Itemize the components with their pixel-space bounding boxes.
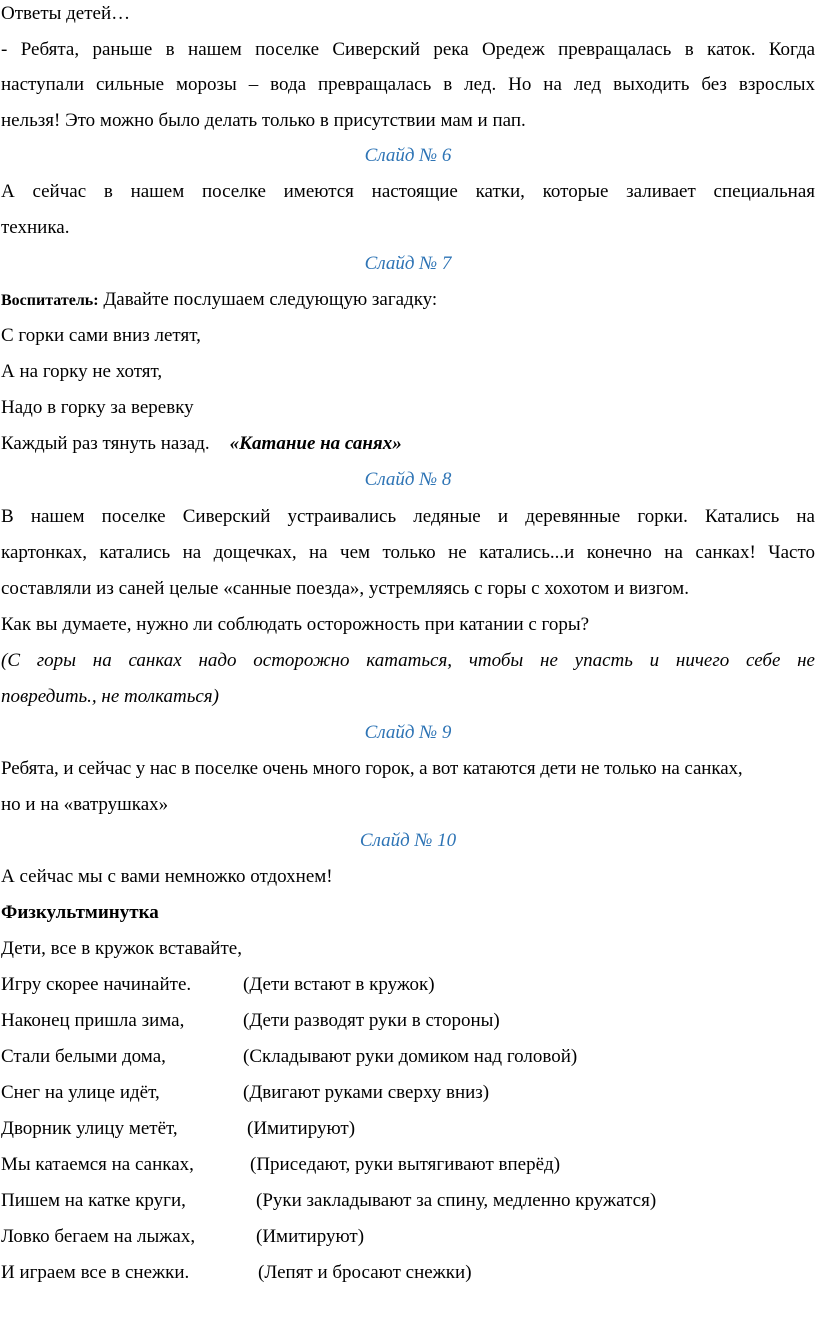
speaker-label: Воспитатель: (1, 292, 99, 309)
verse-line: Дети, все в кружок вставайте, (1, 938, 242, 959)
action-note: (Имитируют) (256, 1226, 365, 1247)
paragraph-line: - Ребята, раньше в нашем поселке Сиверский река Оредеж превращалась в каток. Когда (1, 39, 815, 60)
section-heading: Физкультминутка (1, 902, 159, 923)
verse-line: Мы катаемся на санках, (1, 1154, 194, 1175)
answer-line: (С горы на санках надо осторожно кататься, чтобы не упасть и ничего себе не (1, 650, 815, 671)
paragraph-line (1, 288, 437, 313)
riddle-line: Надо в горку за веревку (1, 397, 194, 418)
slide-heading: Слайд № 7 (364, 253, 452, 274)
paragraph-line: В нашем поселке Сиверский устраивались ледяные и деревянные горки. Катались на (1, 506, 815, 527)
slide-heading: Слайд № 8 (364, 469, 452, 490)
riddle-answer: «Катание на санях» (229, 433, 402, 454)
verse-line: Пишем на катке круги, (1, 1190, 186, 1211)
paragraph-line: Как вы думаете, нужно ли соблюдать осторожность при катании с горы? (1, 614, 590, 635)
paragraph-line: А сейчас мы с вами немножко отдохнем! (1, 866, 333, 887)
action-note: (Складывают руки домиком над головой) (243, 1046, 578, 1067)
paragraph-line: составляли из саней целые «санные поезда», устремляясь с горы с хохотом и визгом. (1, 578, 689, 599)
riddle-text: Каждый раз тянуть назад. (1, 433, 210, 454)
verse-line: Стали белыми дома, (1, 1046, 166, 1067)
riddle-line (1, 432, 402, 456)
action-note: (Дети встают в кружок) (243, 974, 435, 995)
action-note: (Имитируют) (247, 1118, 356, 1139)
action-note: (Лепят и бросают снежки) (258, 1262, 472, 1283)
verse-line: Снег на улице идёт, (1, 1082, 160, 1103)
paragraph-line: техника. (1, 217, 70, 238)
action-note: (Двигают руками сверху вниз) (243, 1082, 490, 1103)
riddle-line: А на горку не хотят, (1, 361, 163, 382)
verse-line: Игру скорее начинайте. (1, 974, 192, 995)
paragraph-line: нельзя! Это можно было делать только в присутствии мам и пап. (1, 110, 526, 131)
speaker-text: Давайте послушаем следующую загадку: (98, 289, 438, 310)
paragraph-line: А сейчас в нашем поселке имеются настоящие катки, которые заливает специальная (1, 181, 815, 202)
verse-line: Наконец пришла зима, (1, 1010, 185, 1031)
paragraph-line: картонках, катались на дощечках, на чем только не катались...и конечно на санках! Часто (1, 542, 815, 563)
paragraph-line: Ответы детей… (1, 3, 131, 24)
action-note: (Приседают, руки вытягивают вперёд) (250, 1154, 561, 1175)
action-note: (Руки закладывают за спину, медленно кружатся) (256, 1190, 657, 1211)
verse-line: Дворник улицу метёт, (1, 1118, 178, 1139)
slide-heading: Слайд № 6 (364, 145, 452, 166)
verse-line: Ловко бегаем на лыжах, (1, 1226, 196, 1247)
paragraph-line: но и на «ватрушках» (1, 794, 169, 815)
paragraph-line: Ребята, и сейчас у нас в поселке очень много горок, а вот катаются дети не только на санках, (1, 758, 743, 779)
verse-line: И играем все в снежки. (1, 1262, 190, 1283)
paragraph-line: наступали сильные морозы – вода превращалась в лед. Но на лед выходить без взрослых (1, 74, 815, 95)
answer-line: повредить., не толкаться) (1, 686, 219, 707)
riddle-line: С горки сами вниз летят, (1, 325, 201, 346)
slide-heading: Слайд № 9 (364, 722, 452, 743)
action-note: (Дети разводят руки в стороны) (243, 1010, 500, 1031)
slide-heading: Слайд № 10 (359, 830, 457, 851)
